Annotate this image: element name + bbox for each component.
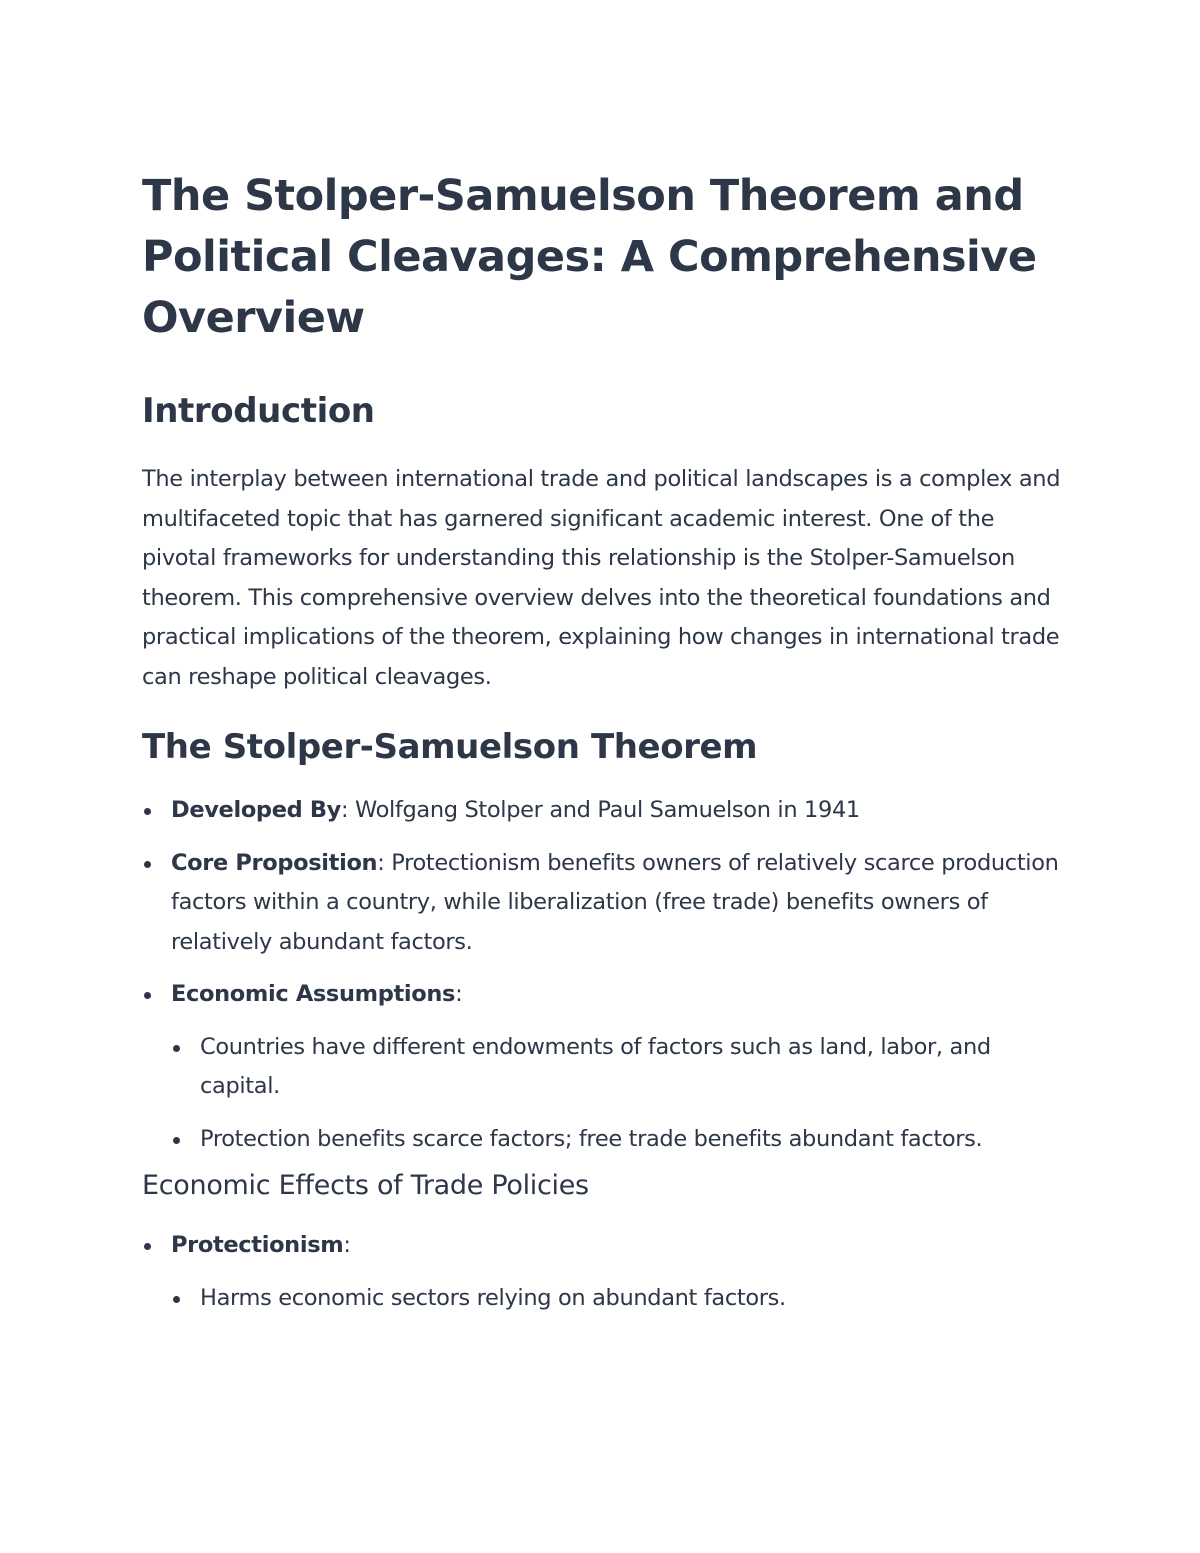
bullet-icon: [144, 808, 151, 815]
bullet-icon: [144, 861, 151, 868]
list-item: [142, 791, 1062, 831]
item-text: Countries have different endowments of factors such as land, labor, and capital.: [200, 1033, 991, 1099]
effects-heading: Economic Effects of Trade Policies: [142, 1170, 589, 1201]
bullet-icon: [144, 1243, 151, 1250]
bullet-icon: [173, 1296, 180, 1303]
protectionism-list: [171, 1279, 1062, 1319]
list-item: [142, 844, 1062, 963]
bullet-icon: [144, 992, 151, 999]
item-text: : Wolfgang Stolper and Paul Samuelson in 1941: [340, 797, 860, 823]
item-label: Developed By: [171, 797, 341, 823]
document-page: [142, 166, 1062, 1318]
bullet-icon: [173, 1045, 180, 1052]
document-title: The Stolper-Samuelson Theorem and Political Cleavages: A Comprehensive Overview: [142, 171, 1037, 343]
list-item: [171, 1279, 1062, 1319]
item-label: Protectionism: [171, 1232, 344, 1258]
list-item: [171, 1028, 1062, 1107]
introduction-heading: Introduction: [142, 391, 375, 431]
bullet-icon: [173, 1137, 180, 1144]
item-text: :: [343, 1232, 351, 1258]
assumptions-list: [171, 1028, 1062, 1160]
theorem-heading: The Stolper-Samuelson Theorem: [142, 727, 758, 767]
list-item: [171, 1120, 1062, 1160]
item-text: :: [455, 981, 463, 1007]
list-item: [142, 975, 1062, 1159]
introduction-paragraph: The interplay between international trade and political landscapes is a complex and multifaceted topic that has garnered significant academic interest. One of the pivotal frameworks for understanding this relationship is the Stolper-Samuelson theorem. This comprehensive overview delves into the theoretical foundations and practical implications of the theorem, explaining how changes in international trade can reshape political cleavages.: [142, 466, 1061, 690]
item-label: Economic Assumptions: [171, 981, 456, 1007]
theorem-list: [142, 791, 1062, 1159]
item-text: Protection benefits scarce factors; free trade benefits abundant factors.: [200, 1125, 983, 1152]
item-label: Core Proposition: [171, 849, 378, 876]
item-text: : Protectionism benefits owners of relatively scarce production factors within a country, while liberalization (free trade) benefits owners of relatively abundant factors.: [171, 849, 1059, 955]
effects-list: [142, 1226, 1062, 1318]
item-text: Harms economic sectors relying on abundant factors.: [200, 1284, 786, 1311]
list-item: [142, 1226, 1062, 1318]
